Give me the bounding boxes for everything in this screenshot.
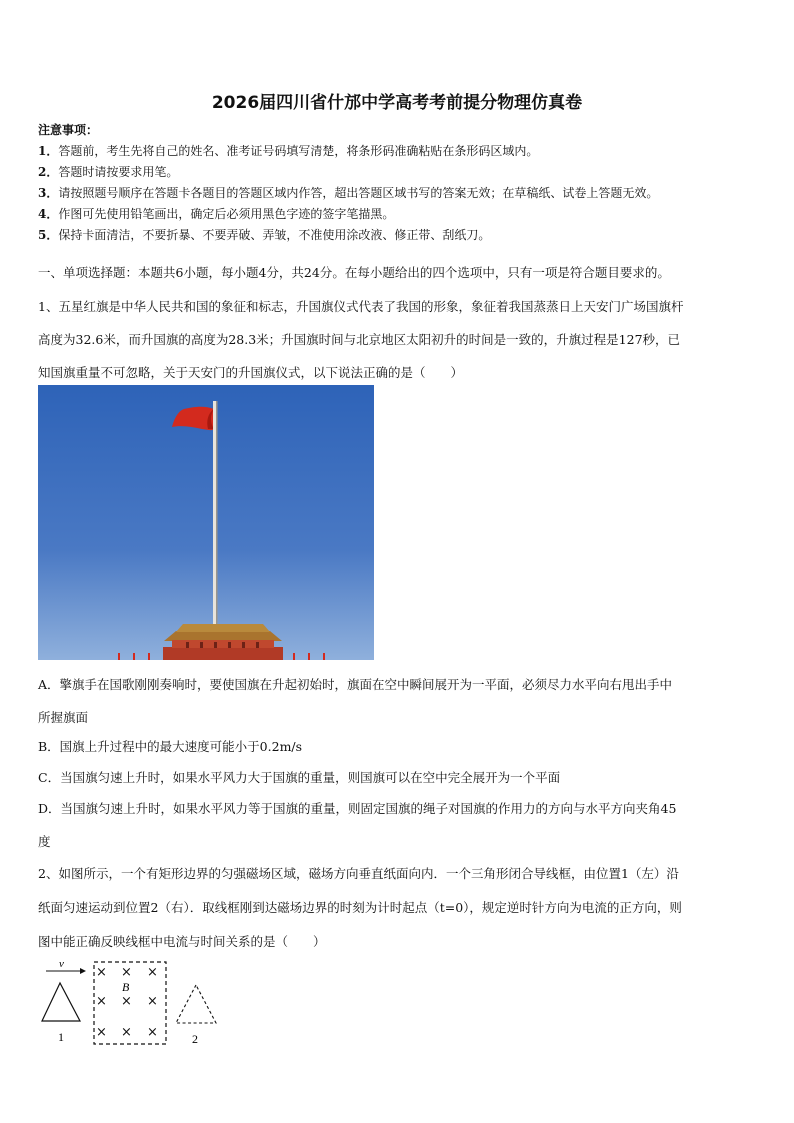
- notice-text: 答题时请按要求用笔。: [58, 165, 179, 179]
- option-a: [38, 668, 760, 734]
- question-1-line: 1、五星红旗是中华人民共和国的象征和标志，升国旗仪式代表了我国的形象，象征着我国蒸蒸日上天安门广场国旗杆: [38, 299, 684, 314]
- svg-text:×: ×: [96, 994, 107, 1009]
- question-1-line: 知国旗重量不可忽略，关于天安门的升国旗仪式，以下说法正确的是（ ）: [38, 365, 464, 380]
- option-c: C．当国旗匀速上升时，如果水平风力大于国旗的重量，则国旗可以在空中完全展开为一个平面: [38, 770, 561, 785]
- question-1-line: 高度为32.6米，而升国旗的高度为28.3米；升国旗时间与北京地区太阳初升的时间是一致的，升旗过程是127秒，已: [38, 332, 681, 347]
- position-2-label: 2: [192, 1032, 198, 1046]
- notice-block: [38, 120, 758, 246]
- flag-photo: [38, 385, 374, 660]
- notice-text: 保持卡面清洁，不要折暴、不要弄破、弄皱，不准使用涂改液、修正带、刮纸刀。: [58, 228, 491, 242]
- notice-item: [38, 162, 758, 183]
- question-2-line: 纸面匀速运动到位置2（右）．取线框刚到达磁场边界的时刻为计时起点（t=0），规定逆时针方向为电流的正方向，则: [38, 900, 682, 915]
- velocity-arrow-icon: [46, 968, 86, 974]
- svg-text:×: ×: [121, 994, 132, 1009]
- option-b: B．国旗上升过程中的最大速度可能小于0.2m/s: [38, 739, 303, 754]
- question-1: [38, 290, 760, 389]
- triangle-position-1: [42, 983, 80, 1021]
- svg-text:×: ×: [121, 1025, 132, 1040]
- notice-item: [38, 204, 758, 225]
- question-2: [38, 857, 760, 959]
- triangle-position-2: [176, 985, 216, 1023]
- notice-num: 3．: [38, 186, 59, 200]
- tiananmen-gate-icon: [163, 624, 283, 660]
- notice-item: [38, 183, 758, 204]
- notice-num: 2．: [38, 165, 59, 179]
- section-heading: 一、单项选择题：本题共6小题，每小题4分，共24分。在每小题给出的四个选项中，只有一项是符合题目要求的。: [38, 265, 670, 280]
- option-a-line: 所握旗面: [38, 710, 89, 725]
- field-b-label: B: [122, 980, 130, 994]
- notice-text: 请按照题号顺序在答题卡各题目的答题区域内作答，超出答题区域书写的答案无效；在草稿纸、试卷上答题无效。: [58, 186, 659, 200]
- svg-text:×: ×: [96, 1025, 107, 1040]
- notice-item: [38, 225, 758, 246]
- position-1-label: 1: [58, 1030, 64, 1044]
- notice-text: 作图可先使用铅笔画出，确定后必须用黑色字迹的签字笔描黑。: [58, 207, 395, 221]
- svg-text:×: ×: [147, 994, 158, 1009]
- notice-num: 1．: [38, 144, 59, 158]
- page-title: 2026届四川省什邡中学高考考前提分物理仿真卷: [211, 93, 583, 113]
- option-d-line: 度: [38, 834, 51, 849]
- notice-item: [38, 141, 758, 162]
- question-2-line: 2、如图所示，一个有矩形边界的匀强磁场区域，磁场方向垂直纸面向内．一个三角形闭合导线框，由位置1（左）沿: [38, 866, 679, 881]
- option-a-line: A．擎旗手在国歌刚刚奏响时，要使国旗在升起初始时，旗面在空中瞬间展开为一平面，必须尽力水平向右甩出手中: [38, 677, 673, 692]
- question-2-line: 图中能正确反映线框中电流与时间关系的是（ ）: [38, 934, 326, 949]
- notice-num: 5．: [38, 228, 59, 242]
- notice-text: 答题前，考生先将自己的姓名、准考证号码填写清楚，将条形码准确粘贴在条形码区域内。: [58, 144, 539, 158]
- magnetic-field-diagram: [38, 955, 228, 1050]
- notice-heading: 注意事项：: [38, 123, 99, 137]
- notice-num: 4．: [38, 207, 59, 221]
- option-d: [38, 792, 760, 858]
- svg-text:×: ×: [121, 965, 132, 980]
- svg-text:×: ×: [96, 965, 107, 980]
- svg-text:×: ×: [147, 1025, 158, 1040]
- option-d-line: D．当国旗匀速上升时，如果水平风力等于国旗的重量，则固定国旗的绳子对国旗的作用力的方向与水平方向夹角45: [38, 801, 677, 816]
- velocity-label: v: [59, 958, 64, 970]
- svg-text:×: ×: [147, 965, 158, 980]
- field-x-marks: [96, 965, 158, 1040]
